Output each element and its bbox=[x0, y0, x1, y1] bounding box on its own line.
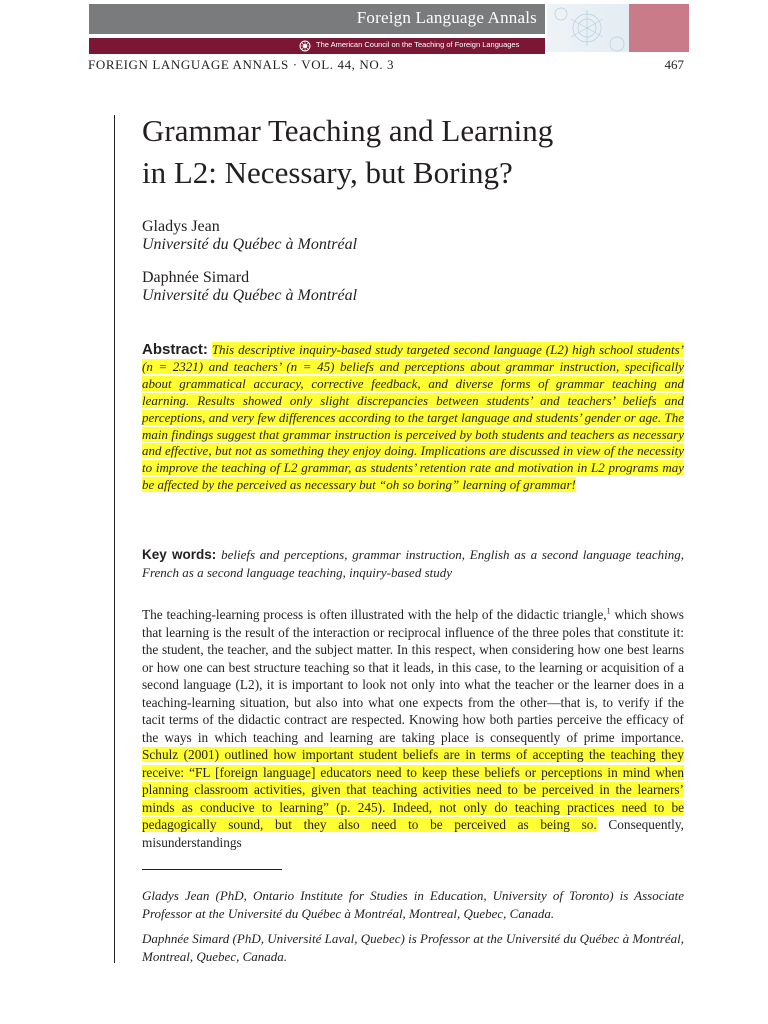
masthead-council-bar bbox=[89, 38, 545, 54]
council-logo-icon bbox=[299, 40, 311, 52]
body-text-segment: which shows that learning is the result of the interaction or reciprocal influence of the three poles that constitute it: the student, the teacher, and the subject matter. In this respect, when considering how one best learns or how one can best structure teaching so that it leads, in this case, to the learning or acquisition of a second language (L2), it is important to look not only into what the teacher or the learner does in a teaching-learning situation, but also into what one expects from the other—that is, to verify if the tacit terms of the didactic contract are respected. Knowing how both parties perceive the efficacy of the ways in which teaching and learning are taking place is consequently of prime importance. bbox=[142, 607, 684, 745]
masthead-title-bar bbox=[89, 4, 545, 34]
title-line-2: in L2: Necessary, but Boring? bbox=[142, 155, 513, 190]
highlighted-quote: Schulz (2001) outlined how important student beliefs are in terms of accepting the teaching they receive: “FL [foreign language] educators need to keep these beliefs or perceptions in mind when planning classroom activities, given that teaching activities need to be perceived in the learners’ minds as conducive to learning” (p. 245). Indeed, not only do teaching practices need to be pedagogically sound, but they also need to be perceived as being so. bbox=[142, 747, 684, 832]
council-name: The American Council on the Teaching of Foreign Languages bbox=[316, 40, 520, 49]
body-paragraph bbox=[142, 606, 684, 851]
author-affiliation: Université du Québec à Montréal bbox=[142, 287, 358, 304]
title-line-1: Grammar Teaching and Learning bbox=[142, 113, 554, 148]
running-head: FOREIGN LANGUAGE ANNALS · VOL. 44, NO. 3 bbox=[88, 57, 395, 72]
article-title bbox=[142, 110, 702, 194]
author-note: Gladys Jean (PhD, Ontario Institute for Studies in Education, University of Toronto) is Associate Professor at the Université du Québec à Montréal, Montreal, Quebec, Canada. bbox=[142, 888, 684, 921]
journal-name: Foreign Language Annals bbox=[356, 8, 537, 27]
keywords-label: Key words: bbox=[142, 547, 217, 562]
keywords bbox=[142, 546, 684, 581]
abstract bbox=[142, 342, 684, 494]
masthead-color-block bbox=[629, 4, 689, 52]
author-name: Daphnée Simard bbox=[142, 269, 250, 286]
footnote-marker: 1 bbox=[606, 606, 611, 616]
abstract-label: Abstract: bbox=[142, 341, 208, 358]
author-name: Gladys Jean bbox=[142, 218, 220, 235]
journal-masthead bbox=[89, 4, 689, 52]
page-number: 467 bbox=[664, 57, 684, 72]
keywords-text: beliefs and perceptions, grammar instruction, English as a second language teaching, French as a second language teaching, inquiry-based study bbox=[142, 547, 684, 580]
margin-rule bbox=[114, 115, 115, 963]
author-affiliation: Université du Québec à Montréal bbox=[142, 236, 358, 253]
abstract-text: This descriptive inquiry-based study targeted second language (L2) high school students’ (n = 2321) and teachers’ (n = 45) beliefs and perceptions about grammar instruction, specifically about grammatical accuracy, corrective feedback, and diverse forms of grammar teaching and learning. Results showed only slight discrepancies between students’ and teachers’ beliefs and perceptions, and very few differences according to the target language and students’ gender or age. The main findings suggest that grammar instruction is perceived by both students and teachers as necessary and effective, but not as something they enjoy doing. Implications are discussed in view of the necessity to improve the teaching of L2 grammar, as students’ retention rate and motivation in L2 programs may be affected by the perceived as necessary but “oh so boring” learning of grammar! bbox=[142, 342, 685, 493]
author-note: Daphnée Simard (PhD, Université Laval, Quebec) is Professor at the Université du Québec à Montréal, Montreal, Quebec, Canada. bbox=[142, 931, 684, 964]
body-text-segment: The teaching-learning process is often illustrated with the help of the didactic triangle, bbox=[142, 607, 607, 622]
body-text-segment: Consequently, misunderstandings bbox=[142, 817, 684, 850]
footnote-rule bbox=[142, 869, 282, 870]
masthead-decorative-art bbox=[547, 4, 689, 52]
